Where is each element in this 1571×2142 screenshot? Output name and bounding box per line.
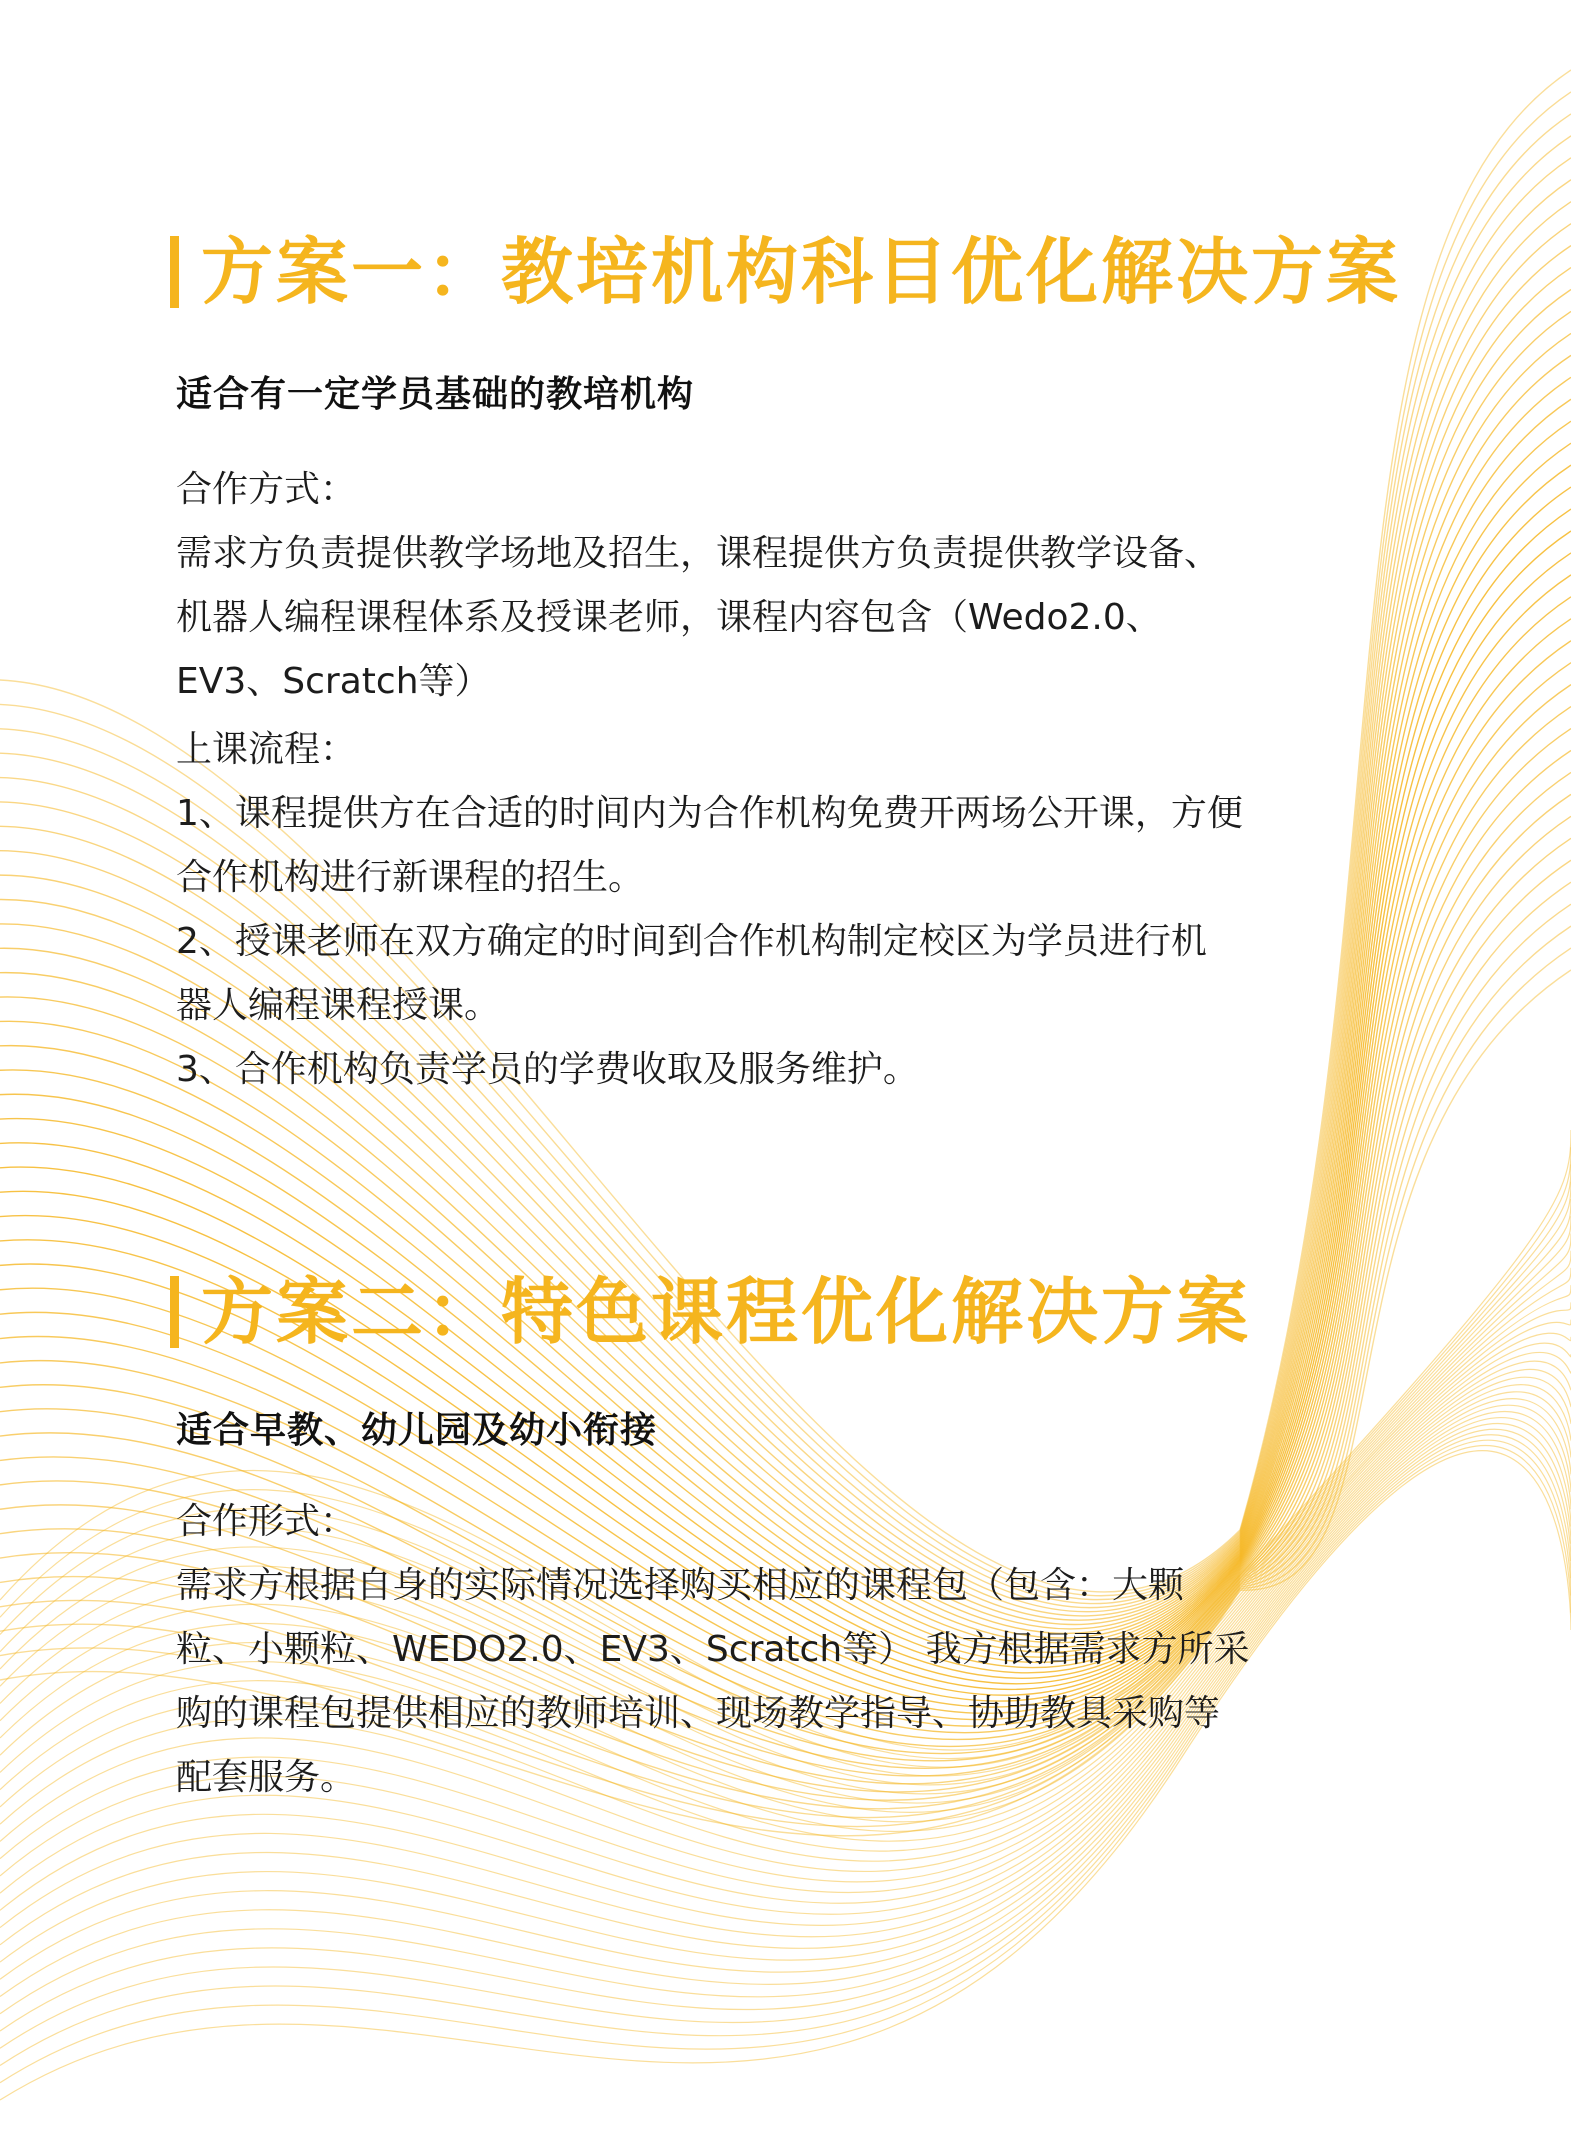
section-2-title-text: 方案二：特色课程优化解决方案: [201, 1270, 1252, 1354]
block-line: 粒、小颗粒、WEDO2.0、EV3、Scratch等） 我方根据需求方所采: [176, 1629, 1250, 1670]
block-line: 2、授课老师在双方确定的时间到合作机构制定校区为学员进行机: [176, 921, 1207, 962]
section-1-title-text: 方案一：教培机构科目优化解决方案: [201, 230, 1402, 314]
section-2-cooperation-block: [176, 1490, 1426, 1810]
block-heading: 上课流程：: [176, 729, 357, 770]
section-1-title: [170, 230, 1402, 314]
section-1-cooperation-block: [176, 458, 1426, 714]
block-line: 配套服务。: [176, 1757, 357, 1798]
title-accent-bar: [170, 1276, 179, 1348]
section-2-title: [170, 1270, 1252, 1354]
title-accent-bar: [170, 236, 179, 308]
section-1-subtitle: 适合有一定学员基础的教培机构: [176, 374, 695, 415]
block-line: 3、合作机构负责学员的学费收取及服务维护。: [176, 1049, 919, 1090]
block-line: 需求方根据自身的实际情况选择购买相应的课程包（包含：大颗: [176, 1565, 1185, 1606]
section-2-subtitle: 适合早教、幼儿园及幼小衔接: [176, 1410, 658, 1451]
block-line: EV3、Scratch等）: [176, 661, 491, 702]
block-line: 需求方负责提供教学场地及招生，课程提供方负责提供教学设备、: [176, 533, 1221, 574]
block-line: 合作机构进行新课程的招生。: [176, 857, 645, 898]
block-line: 器人编程课程授课。: [176, 985, 501, 1026]
block-line: 1、课程提供方在合适的时间内为合作机构免费开两场公开课，方便: [176, 793, 1243, 834]
block-heading: 合作形式：: [176, 1501, 357, 1542]
section-1-process-block: [176, 718, 1426, 1102]
block-line: 购的课程包提供相应的教师培训、现场教学指导、协助教具采购等: [176, 1693, 1221, 1734]
block-line: 机器人编程课程体系及授课老师，课程内容包含（Wedo2.0、: [176, 597, 1162, 638]
block-heading: 合作方式：: [176, 469, 357, 510]
